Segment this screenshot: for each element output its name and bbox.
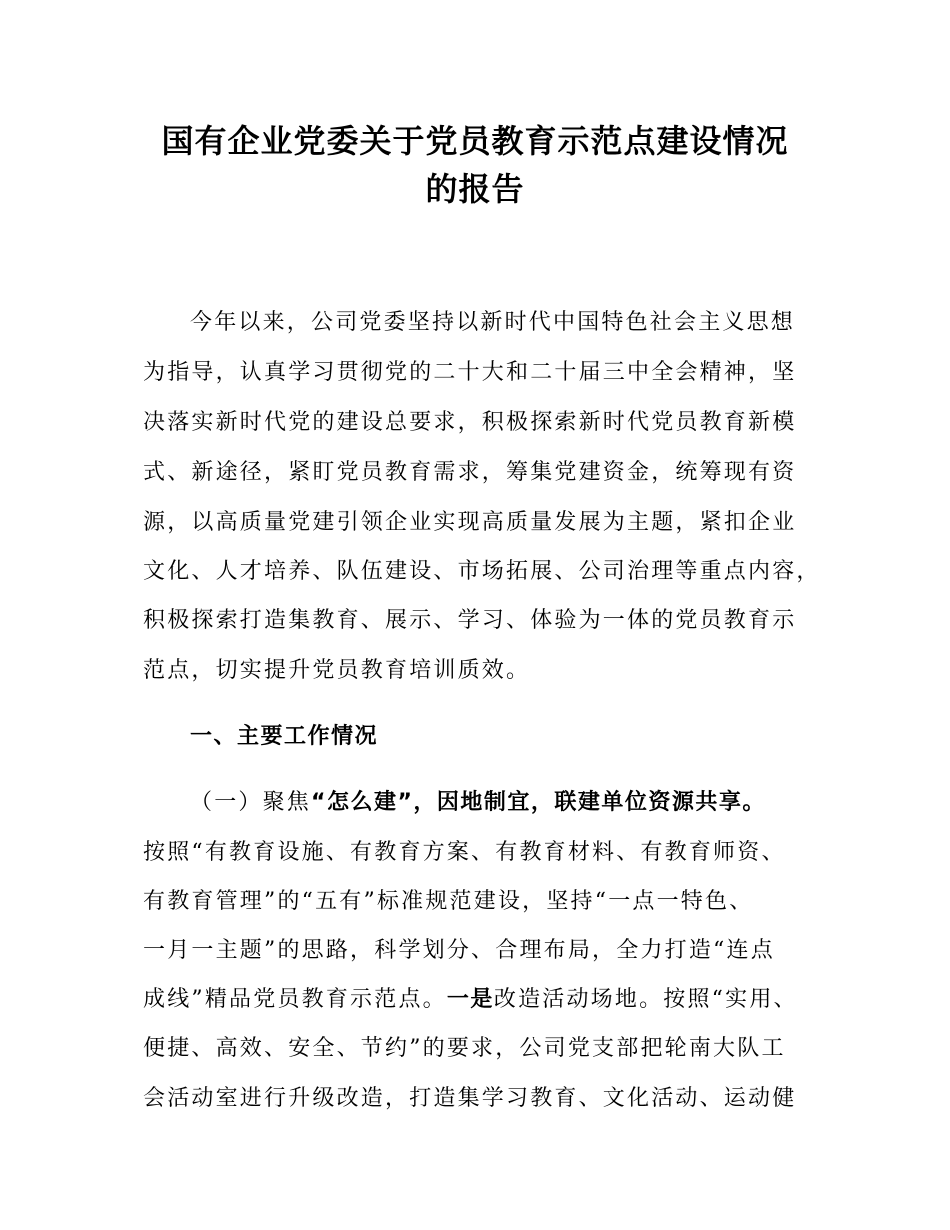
intro-line-4: 式、新途径，紧盯党员教育需求，筹集党建资金，统筹现有资	[143, 460, 797, 485]
document-title-line-1: 国有企业党委关于党员教育示范点建设情况	[161, 122, 789, 160]
intro-line-3: 决落实新时代党的建设总要求，积极探索新时代党员教育新模	[143, 410, 797, 435]
intro-line-2: 为指导，认真学习贯彻党的二十大和二十届三中全会精神，坚	[143, 360, 797, 385]
intro-line-6: 文化、人才培养、队伍建设、市场拓展、公司治理等重点内容，	[143, 559, 821, 584]
section-line-4	[143, 985, 798, 1015]
subsection-bold-title: “怎么建”，因地制宜，联建单位资源共享。	[311, 790, 766, 815]
intro-line-1: 今年以来，公司党委坚持以新时代中国特色社会主义思想	[190, 310, 796, 335]
section-heading: 一、主要工作情况	[190, 724, 379, 749]
document-title-line-2: 的报告	[425, 170, 525, 208]
subsection-prefix: （一）聚焦	[190, 790, 312, 815]
inline-bold-marker: 一是	[446, 987, 494, 1012]
section-line-6: 会活动室进行升级改造，打造集学习教育、文化活动、运动健	[143, 1086, 797, 1111]
intro-line-5: 源，以高质量党建引领企业实现高质量发展为主题，紧扣企业	[143, 510, 797, 535]
line-before-bold: 成线”精品党员教育示范点。	[143, 987, 447, 1012]
section-line-1: 按照“有教育设施、有教育方案、有教育材料、有教育师资、	[143, 840, 786, 865]
line-after-bold: 改造活动场地。按照“实用、	[493, 987, 798, 1012]
section-line-5: 便捷、高效、安全、节约”的要求，公司党支部把轮南大队工	[143, 1036, 786, 1061]
section-line-3: 一月一主题”的思路，科学划分、合理布局，全力打造“连点	[143, 938, 775, 963]
intro-line-7: 积极探索打造集教育、展示、学习、体验为一体的党员教育示	[143, 608, 797, 633]
section-line-2: 有教育管理”的“五有”标准规范建设，坚持“一点一特色、	[143, 889, 754, 914]
subsection-heading	[190, 788, 766, 818]
intro-line-8: 范点，切实提升党员教育培训质效。	[143, 658, 531, 683]
